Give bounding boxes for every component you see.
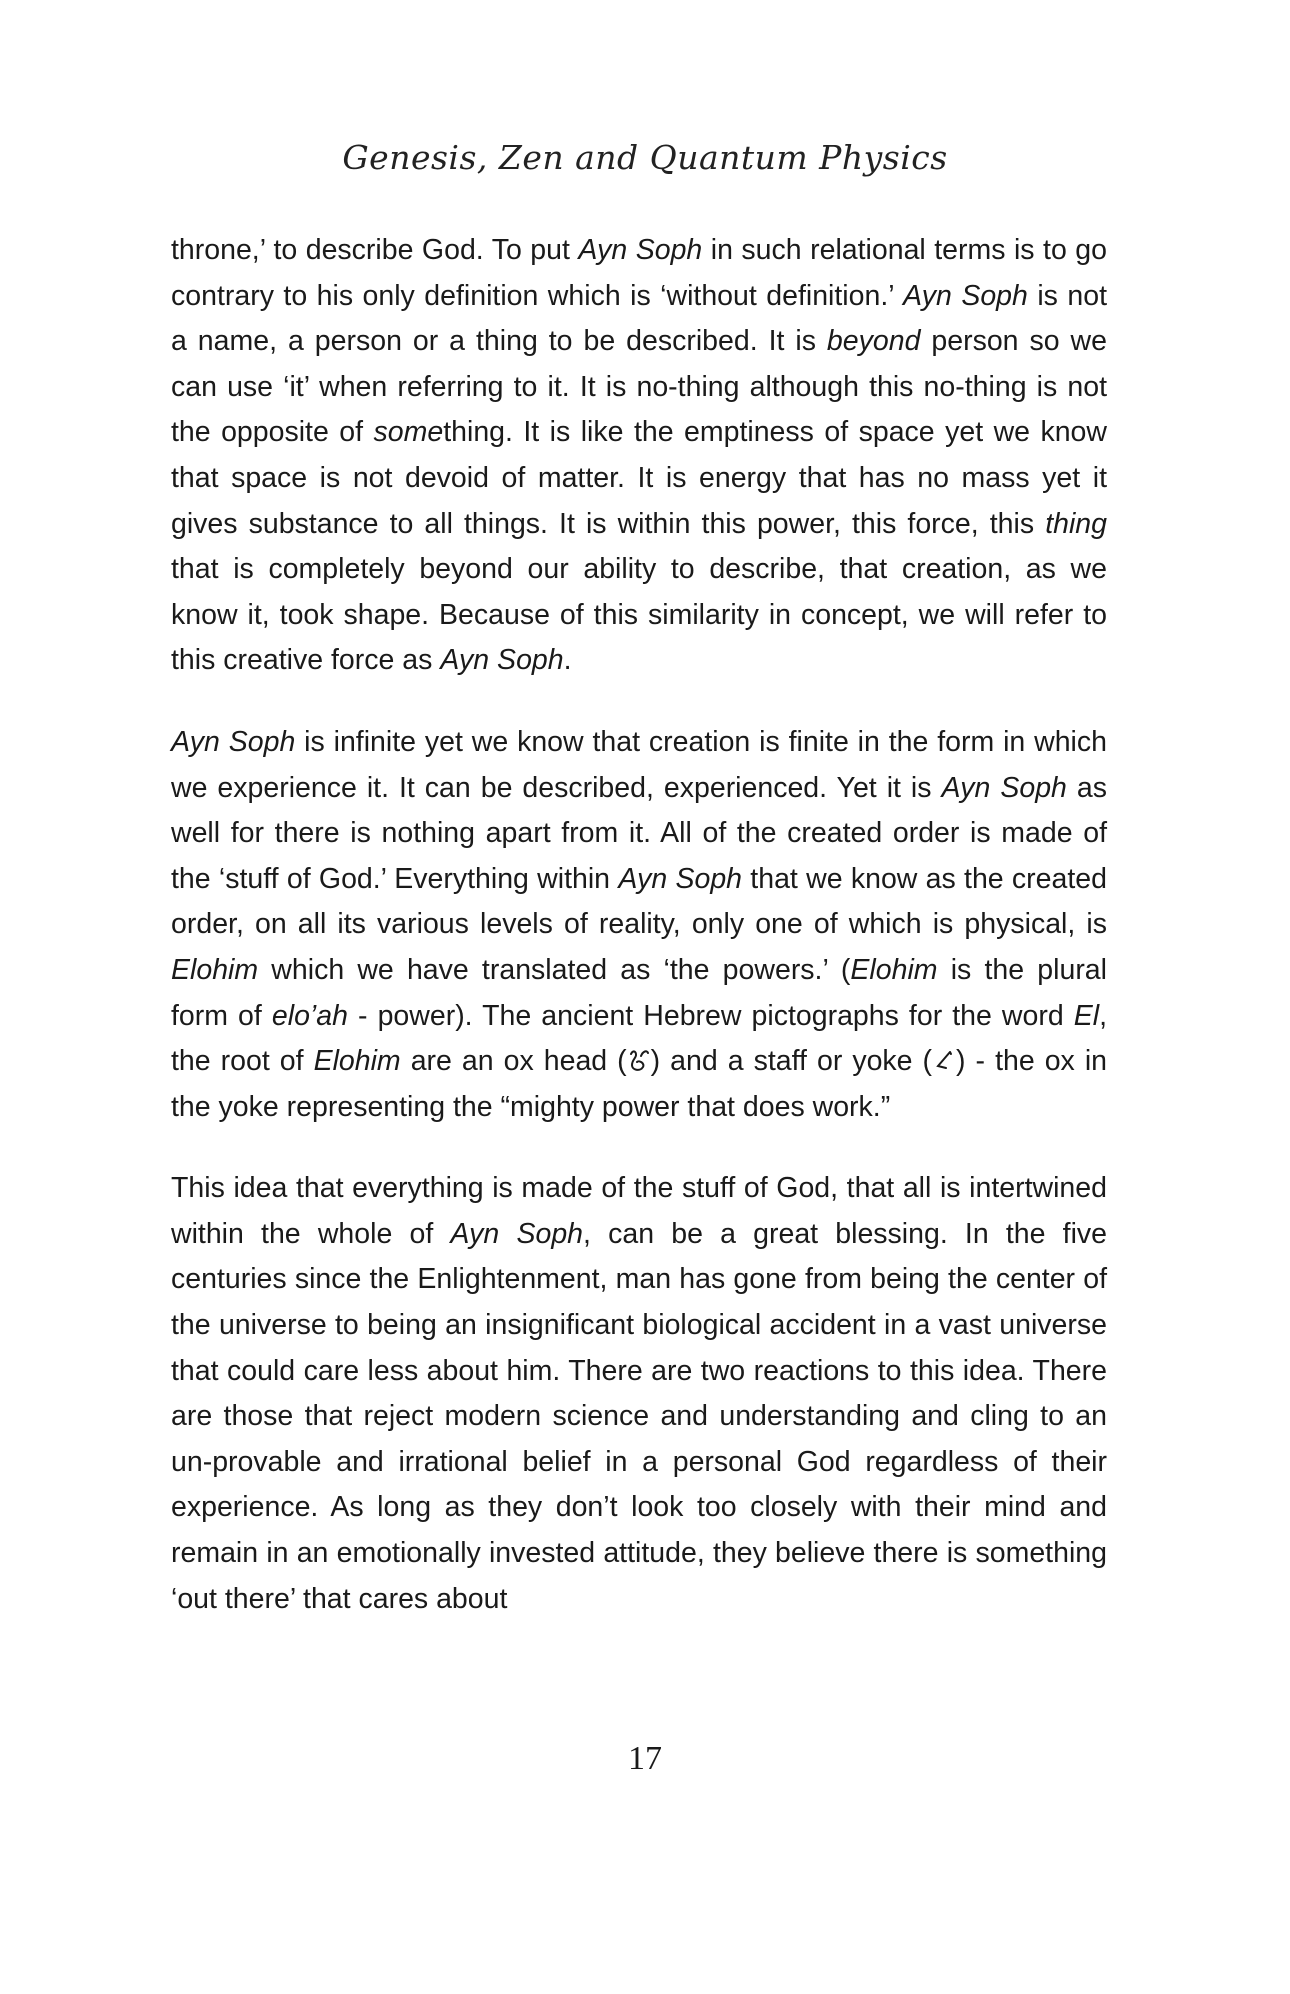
text-run: is the plural form of	[171, 953, 1107, 1032]
text-run: is not a name, a person or a thing to be described. It is	[171, 279, 1108, 358]
text-run: that is completely beyond our ability to describe, that creation, as we know it, took shape. Because of this similarity in concept, we will refer to this creative force as	[171, 553, 1107, 677]
text-run: thing. It is like the emptiness of space yet we know that space is not devoid of matter. It is energy that has no mass yet it gives substance to all things. It is within this power, this force, this	[171, 416, 1107, 540]
paragraph-1	[171, 228, 1107, 684]
text-run: - power). The ancient Hebrew pictographs for the word	[347, 999, 1074, 1032]
running-header: Genesis, Zen and Quantum Physics	[342, 138, 948, 177]
text-run: ) - the ox in the yoke representing the “mighty power that does work.”	[171, 1045, 1107, 1123]
page-number: 17	[628, 1740, 662, 1777]
italic-term: Ayn Soph	[618, 862, 743, 895]
italic-term: Ayn Soph	[440, 644, 564, 677]
text-run: are an ox head (	[400, 1045, 627, 1078]
text-run: which we have translated as ‘the powers.’ (	[258, 953, 851, 986]
italic-term: El	[1073, 999, 1100, 1032]
ox-head-pictograph-icon	[627, 1048, 651, 1074]
text-run: , the root of	[171, 999, 1108, 1078]
text-run: .	[563, 644, 572, 677]
paragraph-3	[171, 1166, 1107, 1622]
italic-term: some	[373, 416, 444, 449]
text-run: in such relational terms is to go contrary to his only definition which is ‘without definition.’	[171, 234, 1107, 312]
text-run: person so we can use ‘it’ when referring to it. It is no-thing although this no-thing is not the opposite of	[171, 325, 1107, 449]
text-run: throne,’ to describe God. To put	[171, 234, 579, 266]
italic-term: Elohim	[850, 953, 938, 986]
italic-term: Ayn Soph	[941, 771, 1067, 804]
italic-term: beyond	[826, 325, 921, 358]
italic-term: Ayn Soph	[171, 725, 296, 758]
staff-pictograph-icon	[932, 1048, 956, 1074]
italic-term: Elohim	[171, 953, 259, 986]
text-run: ) and a staff or yoke (	[650, 1045, 933, 1078]
italic-term: Ayn Soph	[903, 279, 1028, 312]
italic-term: thing	[1045, 507, 1107, 540]
italic-term: elo’ah	[271, 999, 348, 1032]
page-body	[171, 228, 1107, 1658]
text-run: that we know as the created order, on all its various levels of reality, only one of which is physical, is	[171, 862, 1107, 941]
italic-term: Ayn Soph	[450, 1217, 584, 1250]
text-run: is infinite yet we know that creation is finite in the form in which we experience it. It can be described, experienced. Yet it is	[171, 725, 1107, 804]
text-run: as well for there is nothing apart from it. All of the created order is made of the ‘stuff of God.’ Everything within	[171, 771, 1107, 895]
paragraph-2	[171, 720, 1107, 1130]
italic-term: Elohim	[313, 1045, 401, 1078]
text-run: This idea that everything is made of the stuff of God, that all is intertwined within the whole of	[171, 1172, 1107, 1250]
text-run: , can be a great blessing. In the five centuries since the Enlightenment, man has gone from being the center of the universe to being an insignificant biological accident in a vast universe that could care less about him. There are two reactions to this idea. There are those that reject modern science and understanding and cling to an un-provable and irrational belief in a personal God regardless of their experience. As long as they don’t look too closely with their mind and remain in an emotionally invested attitude, they believe there is something ‘out there’ that cares about	[171, 1217, 1108, 1615]
italic-term: Ayn Soph	[578, 234, 703, 266]
